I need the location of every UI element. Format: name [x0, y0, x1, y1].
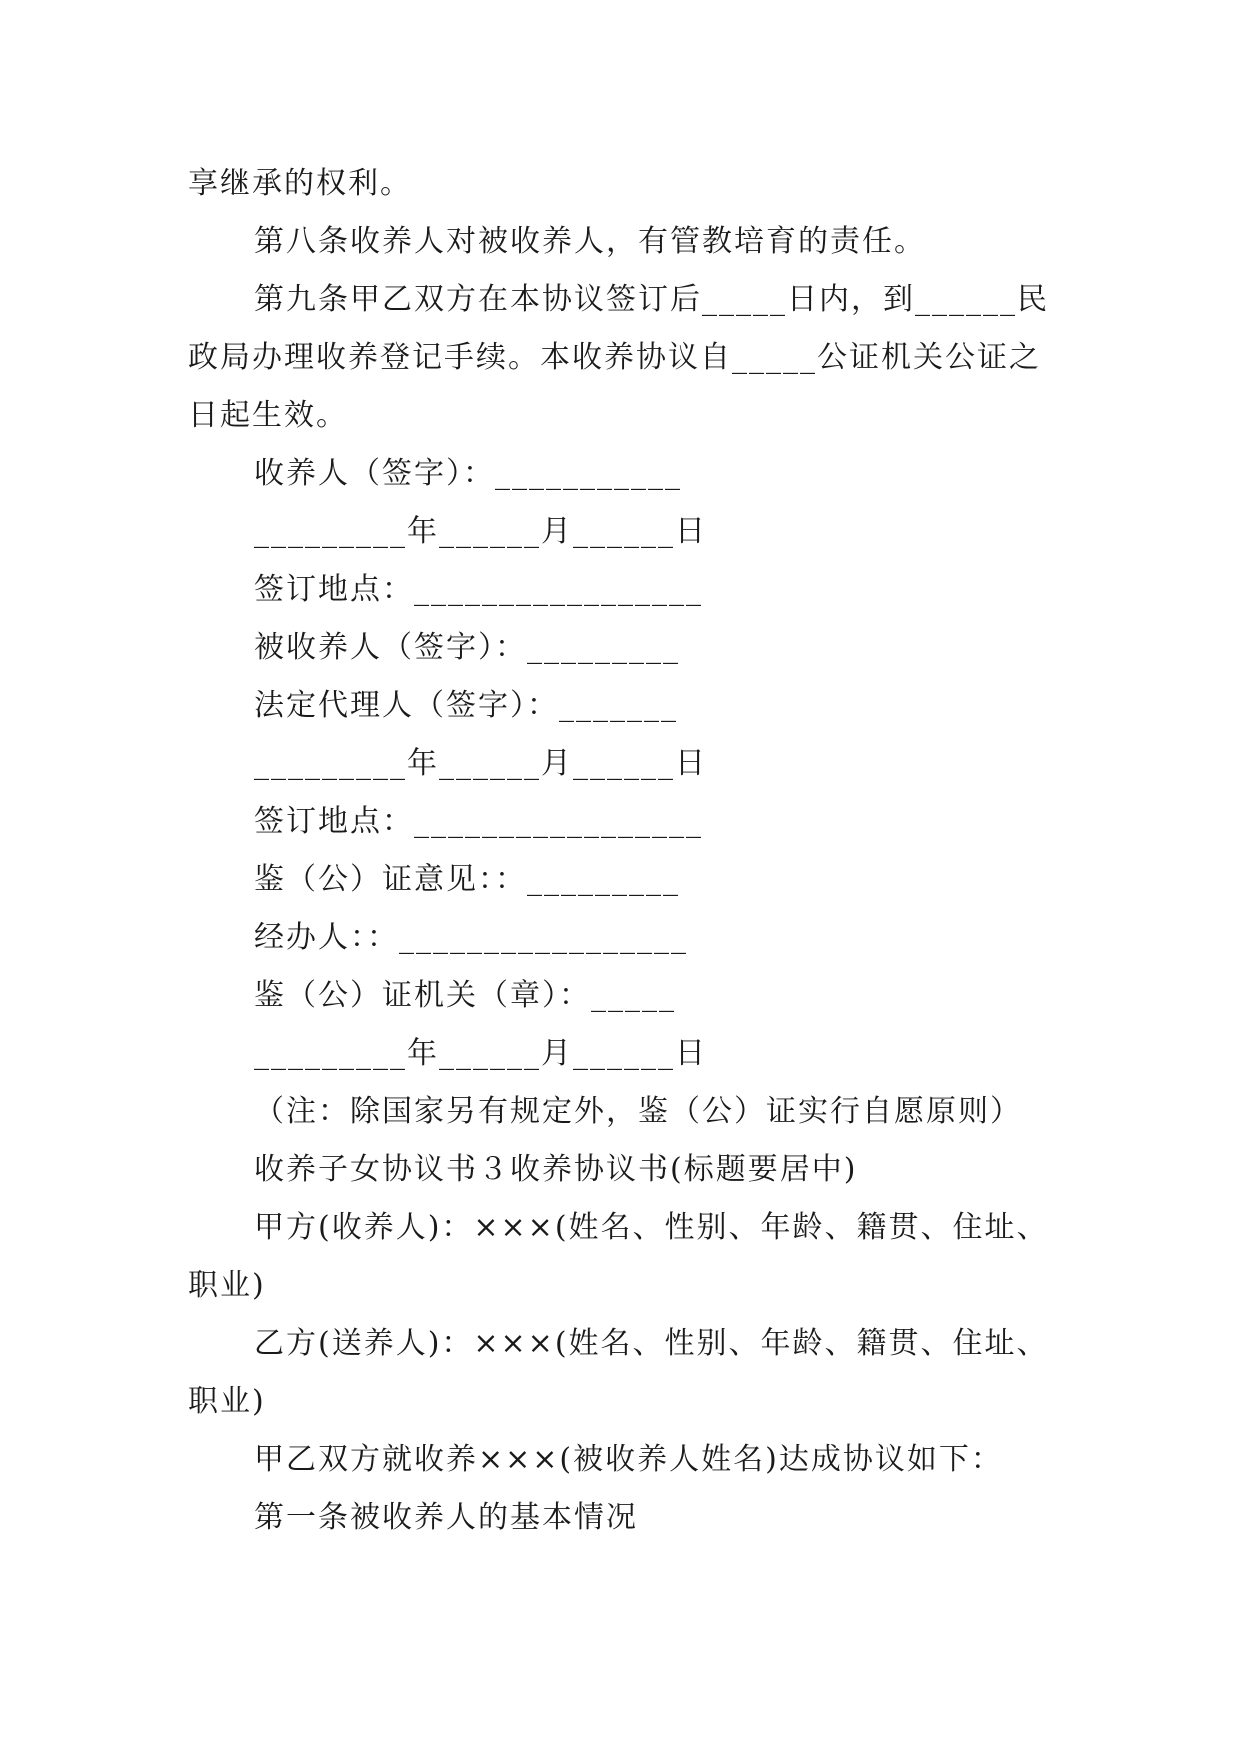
notary-opinion-line: 鉴（公）证意见：：_________	[254, 862, 680, 897]
section-heading: 收养子女协议书３收养协议书(标题要居中)	[254, 1152, 858, 1187]
notary-office-seal-line: 鉴（公）证机关（章）：_____	[254, 978, 676, 1013]
party-a-paragraph: 甲方(收养人)：×××(姓名、性别、年龄、籍贯、住址、职业)	[188, 1210, 1049, 1303]
document-body	[188, 155, 1050, 1547]
legal-agent-signature-line: 法定代理人（签字）：_______	[254, 688, 678, 723]
paragraph: 第九条甲乙双方在本协议签订后_____日内，到______民政局办理收养登记手续。本收养协议自_____公证机关公证之日起生效。	[188, 282, 1049, 433]
agreement-intro-paragraph: 甲乙双方就收养×××(被收养人姓名)达成协议如下：	[254, 1442, 1003, 1477]
adoptee-signature-line: 被收养人（签字）：_________	[254, 630, 680, 665]
note-paragraph: （注：除国家另有规定外，鉴（公）证实行自愿原则）	[254, 1094, 1022, 1129]
handler-line: 经办人：：_________________	[254, 920, 688, 955]
article-heading: 第一条被收养人的基本情况	[254, 1500, 638, 1535]
adopter-signature-line: 收养人（签字）：___________	[254, 456, 682, 491]
paragraph: 享继承的权利。	[188, 166, 412, 201]
paragraph: 第八条收养人对被收养人，有管教培育的责任。	[254, 224, 926, 259]
date-line: _________年______月______日	[254, 1036, 707, 1071]
party-b-paragraph: 乙方(送养人)：×××(姓名、性别、年龄、籍贯、住址、职业)	[188, 1326, 1049, 1419]
date-line: _________年______月______日	[254, 746, 707, 781]
signing-place-line: 签订地点：_________________	[254, 572, 703, 607]
signing-place-line: 签订地点：_________________	[254, 804, 703, 839]
date-line: _________年______月______日	[254, 514, 707, 549]
